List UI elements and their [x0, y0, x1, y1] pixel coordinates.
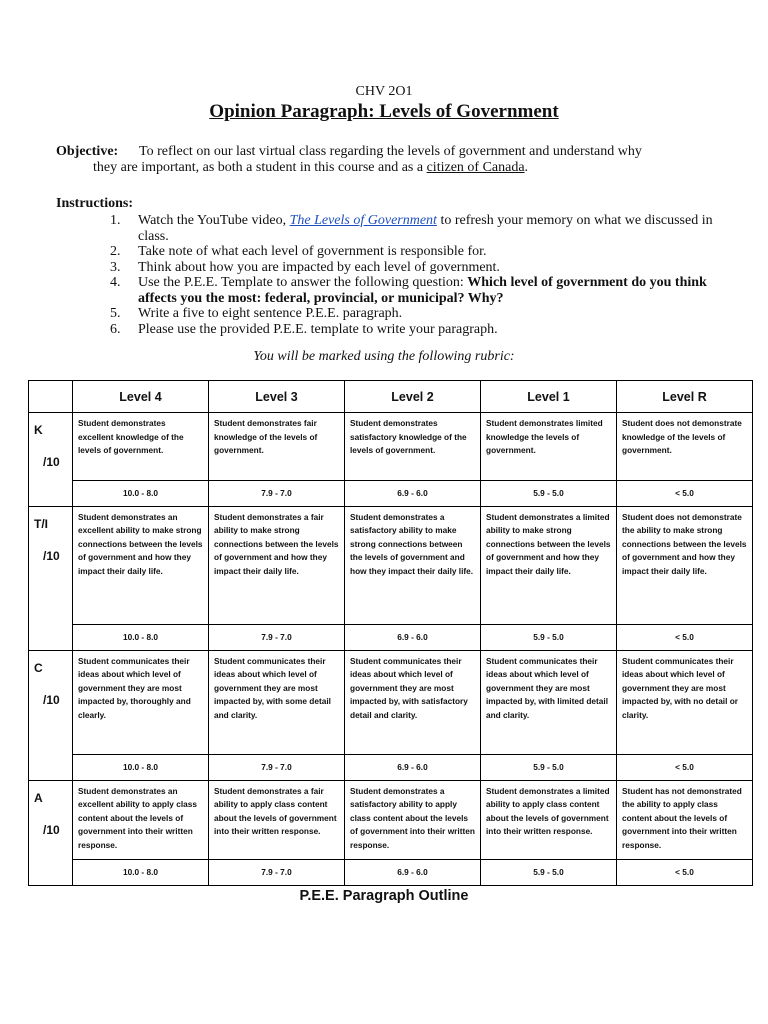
- rubric-score-row: [29, 754, 753, 780]
- rubric-description-cell: Student demonstrates an excellent ability to make strong connections between the levels of government and how they impact their daily life.: [73, 506, 209, 624]
- score-range-cell: 7.9 - 7.0: [209, 754, 345, 780]
- criterion-cell: [29, 650, 73, 780]
- rubric-description-cell: Student demonstrates a fair ability to apply class content about the levels of government into their written response.: [209, 780, 345, 859]
- objective-line-2: [56, 160, 736, 176]
- instruction-text: Watch the YouTube video,: [138, 213, 290, 228]
- rubric-description-row: [29, 650, 753, 754]
- criterion-out-of: /10: [43, 822, 60, 837]
- score-range-cell: < 5.0: [617, 624, 753, 650]
- level-header: Level 3: [209, 381, 345, 413]
- rubric-description-cell: Student does not demonstrate the ability to make strong connections between the levels of government and how they impact their daily life.: [617, 506, 753, 624]
- score-range-cell: 6.9 - 6.0: [345, 624, 481, 650]
- criterion-label: A: [34, 790, 43, 805]
- criterion-out-of: /10: [43, 455, 60, 470]
- score-range-cell: 5.9 - 5.0: [481, 859, 617, 885]
- instruction-text: to refresh your memory on what we discussed in class.: [138, 213, 713, 244]
- rubric-description-cell: Student communicates their ideas about which level of government they are most impacted by, with satisfactory detail and clarity.: [345, 650, 481, 754]
- criterion-out-of: /10: [43, 692, 60, 707]
- level-header: Level 2: [345, 381, 481, 413]
- objective-label: Objective:: [56, 144, 119, 159]
- rubric-description-cell: Student demonstrates an excellent ability to apply class content about the levels of government into their written response.: [73, 780, 209, 859]
- instruction-number: 2.: [110, 244, 121, 259]
- rubric-description-row: [29, 413, 753, 481]
- instruction-item: [110, 322, 720, 338]
- pee-outline-heading: P.E.E. Paragraph Outline: [299, 888, 469, 904]
- instruction-item: [110, 275, 720, 306]
- score-range-cell: 10.0 - 8.0: [73, 754, 209, 780]
- rubric-description-cell: Student communicates their ideas about which level of government they are most impacted by, with no detail or clarity.: [617, 650, 753, 754]
- rubric-description-cell: Student has not demonstrated the ability to apply class content about the levels of government into their written response.: [617, 780, 753, 859]
- criterion-cell: [29, 506, 73, 650]
- score-range-cell: 10.0 - 8.0: [73, 624, 209, 650]
- instructions-list: [110, 213, 720, 337]
- criterion-label: C: [34, 660, 43, 675]
- score-range-cell: 7.9 - 7.0: [209, 480, 345, 506]
- instruction-text: Think about how you are impacted by each level of government.: [138, 259, 500, 275]
- level-header: Level 1: [481, 381, 617, 413]
- score-range-cell: < 5.0: [617, 480, 753, 506]
- score-range-cell: 5.9 - 5.0: [481, 754, 617, 780]
- instruction-number: 5.: [110, 306, 121, 321]
- rubric-score-row: [29, 480, 753, 506]
- rubric-description-cell: Student demonstrates satisfactory knowledge of the levels of government.: [345, 413, 481, 481]
- instruction-text: Write a five to eight sentence P.E.E. paragraph.: [138, 306, 403, 321]
- instructions-heading: Instructions:: [56, 196, 134, 211]
- instruction-item: [110, 244, 720, 260]
- instruction-number: 3.: [110, 259, 121, 275]
- score-range-cell: 5.9 - 5.0: [481, 480, 617, 506]
- criterion-label: T/I: [34, 516, 48, 531]
- rubric-description-cell: Student demonstrates fair knowledge of the levels of government.: [209, 413, 345, 481]
- objective-section: [56, 144, 736, 176]
- rubric-description-cell: Student demonstrates a satisfactory ability to make strong connections between the levels of government and how they impact their daily life.: [345, 506, 481, 624]
- instruction-text: Take note of what each level of government is responsible for.: [138, 244, 487, 259]
- score-range-cell: 7.9 - 7.0: [209, 624, 345, 650]
- rubric-score-row: [29, 859, 753, 885]
- objective-end: .: [524, 160, 529, 175]
- rubric-description-cell: Student communicates their ideas about which level of government they are most impacted by, with some detail and clarity.: [209, 650, 345, 754]
- citizen-of-canada-text: citizen of Canada: [426, 160, 525, 175]
- rubric-description-row: [29, 506, 753, 624]
- score-range-cell: 10.0 - 8.0: [73, 480, 209, 506]
- rubric-description-cell: Student demonstrates limited knowledge the levels of government.: [481, 413, 617, 481]
- score-range-cell: 6.9 - 6.0: [345, 754, 481, 780]
- instruction-question: Which level of government do you think affects you the most: federal, provincial, or municipal? Why?: [138, 275, 707, 306]
- objective-text-2: they are important, as both a student in this course and as a: [93, 160, 427, 175]
- score-range-cell: 5.9 - 5.0: [481, 624, 617, 650]
- rubric-score-row: [29, 624, 753, 650]
- level-header: Level 4: [73, 381, 209, 413]
- rubric-header-row: [29, 381, 753, 413]
- rubric-description-cell: Student demonstrates excellent knowledge of the levels of government.: [73, 413, 209, 481]
- rubric-description-cell: Student demonstrates a limited ability to apply class content about the levels of government into their written response.: [481, 780, 617, 859]
- rubric-description-cell: Student communicates their ideas about which level of government they are most impacted by, thoroughly and clearly.: [73, 650, 209, 754]
- score-range-cell: < 5.0: [617, 754, 753, 780]
- instruction-number: 4.: [110, 275, 121, 290]
- rubric-description-cell: Student communicates their ideas about which level of government they are most impacted by, with limited detail and clarity.: [481, 650, 617, 754]
- course-code: CHV 2O1: [355, 84, 413, 99]
- rubric-corner-cell: [29, 381, 73, 413]
- criterion-cell: [29, 780, 73, 885]
- score-range-cell: < 5.0: [617, 859, 753, 885]
- criterion-cell: [29, 413, 73, 507]
- youtube-video-link[interactable]: The Levels of Government: [289, 213, 437, 228]
- score-range-cell: 10.0 - 8.0: [73, 859, 209, 885]
- rubric-description-row: [29, 780, 753, 859]
- score-range-cell: 6.9 - 6.0: [345, 859, 481, 885]
- rubric-description-cell: Student demonstrates a satisfactory ability to apply class content about the levels of government into their written response.: [345, 780, 481, 859]
- instruction-item: [110, 213, 720, 244]
- rubric-description-cell: Student does not demonstrate knowledge of the levels of government.: [617, 413, 753, 481]
- objective-line-1: [56, 144, 736, 160]
- objective-text-1: To reflect on our last virtual class regarding the levels of government and understand why: [139, 144, 642, 159]
- instruction-item: [110, 260, 720, 276]
- rubric-description-cell: Student demonstrates a fair ability to make strong connections between the levels of government and how they impact their daily life.: [209, 506, 345, 624]
- level-header: Level R: [617, 381, 753, 413]
- instruction-text: Use the P.E.E. Template to answer the following question:: [138, 275, 468, 290]
- rubric-table: [28, 380, 753, 886]
- rubric-description-cell: Student demonstrates a limited ability to make strong connections between the levels of government and how they impact their daily life.: [481, 506, 617, 624]
- criterion-out-of: /10: [43, 548, 60, 563]
- instruction-text: Please use the provided P.E.E. template to write your paragraph.: [138, 321, 498, 337]
- score-range-cell: 7.9 - 7.0: [209, 859, 345, 885]
- instruction-item: [110, 306, 720, 322]
- score-range-cell: 6.9 - 6.0: [345, 480, 481, 506]
- document-title: Opinion Paragraph: Levels of Government: [209, 101, 559, 122]
- rubric-note: You will be marked using the following rubric:: [253, 349, 515, 364]
- instruction-number: 1.: [110, 213, 121, 228]
- instruction-number: 6.: [110, 321, 121, 337]
- criterion-label: K: [34, 423, 43, 438]
